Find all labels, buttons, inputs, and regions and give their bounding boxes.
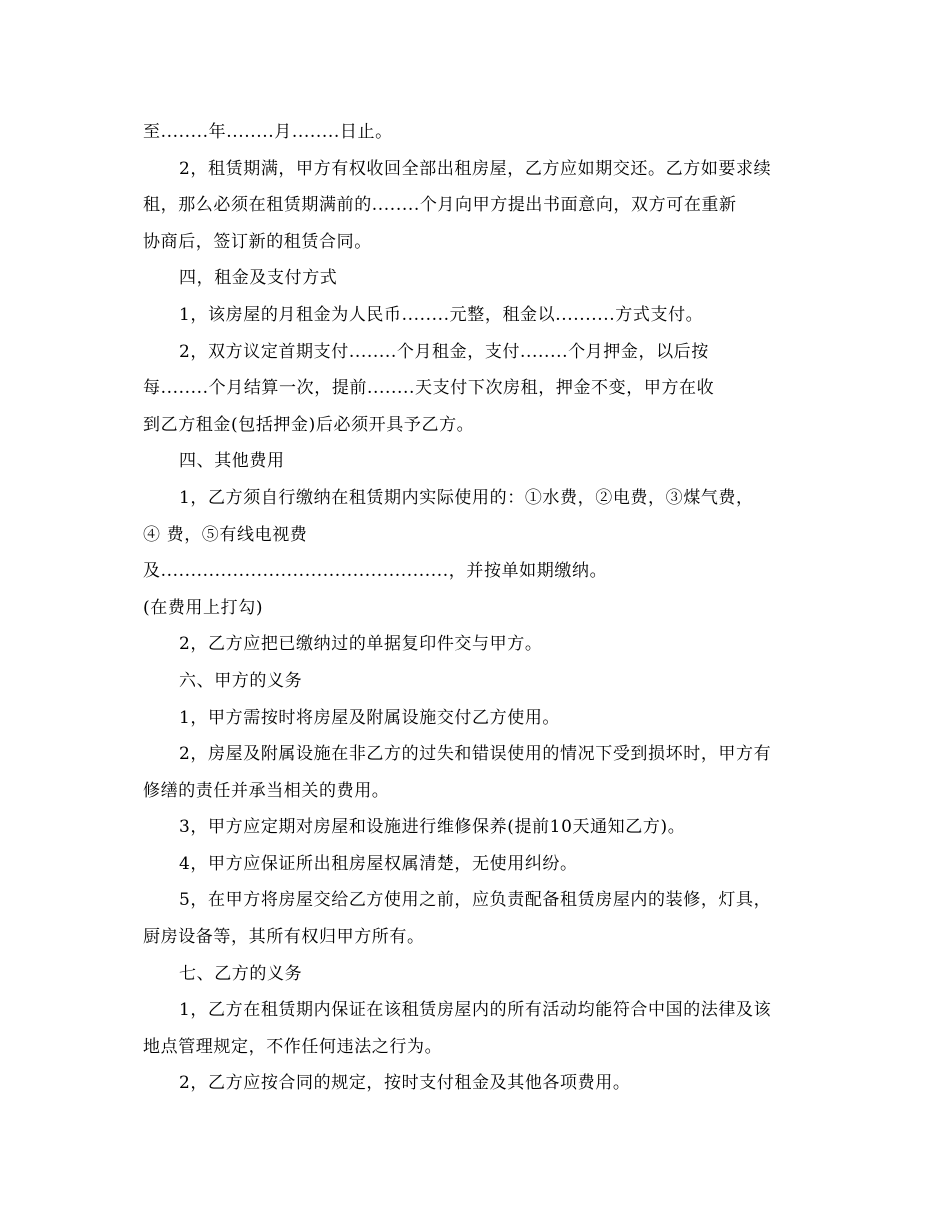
text-line: 4，甲方应保证所出租房屋权属清楚，无使用纠纷。 xyxy=(179,853,578,874)
text-line: 租，那么必须在租赁期满前的........个月向甲方提出书面意向，双方可在重新 xyxy=(143,195,737,216)
text-line: 1，乙方在租赁期内保证在该租赁房屋内的所有活动均能符合中国的法律及该 xyxy=(179,1000,772,1021)
text-line: 到乙方租金(包括押金)后必须开具予乙方。 xyxy=(143,414,475,435)
section-heading: 六、甲方的义务 xyxy=(179,670,303,691)
text-line: 3，甲方应定期对房屋和设施进行维修保养(提前10天通知乙方)。 xyxy=(179,817,686,838)
text-line: 地点管理规定，不作任何违法之行为。 xyxy=(143,1036,443,1057)
text-line: 修缮的责任并承当相关的费用。 xyxy=(143,780,390,801)
text-line: 协商后，签订新的租赁合同。 xyxy=(143,231,372,252)
text-line: 2，房屋及附属设施在非乙方的过失和错误使用的情况下受到损坏时，甲方有 xyxy=(179,744,772,765)
section-heading: 四、其他费用 xyxy=(179,451,285,472)
text-line: 1，乙方须自行缴纳在租赁期内实际使用的：①水费，②电费，③煤气费， xyxy=(179,487,754,508)
text-line: ④ 费，⑤有线电视费 xyxy=(143,524,308,545)
section-heading: 四，租金及支付方式 xyxy=(179,268,338,289)
text-line: (在费用上打勾) xyxy=(143,597,264,618)
text-line: 1，甲方需按时将房屋及附属设施交付乙方使用。 xyxy=(179,707,561,728)
text-line: 每........个月结算一次，提前........天支付下次房租，押金不变，甲方在收 xyxy=(143,378,715,399)
contract-body xyxy=(143,114,807,1102)
text-line: 及................................................，并按单如期缴纳。 xyxy=(143,561,608,582)
text-line: 2，乙方应把已缴纳过的单据复印件交与甲方。 xyxy=(179,634,543,655)
text-line: 至........年........月........日止。 xyxy=(143,122,393,142)
text-line: 2，乙方应按合同的规定，按时支付租金及其他各项费用。 xyxy=(179,1073,631,1094)
text-line: 5，在甲方将房屋交给乙方使用之前，应负责配备租赁房屋内的装修，灯具， xyxy=(179,890,772,911)
text-line: 2，租赁期满，甲方有权收回全部出租房屋，乙方应如期交还。乙方如要求续 xyxy=(179,158,772,179)
text-line: 1，该房屋的月租金为人民币........元整，租金以..........方式支付。 xyxy=(179,304,704,325)
text-line: 厨房设备等，其所有权归甲方所有。 xyxy=(143,927,425,948)
section-heading: 七、乙方的义务 xyxy=(179,963,303,984)
text-line: 2，双方议定首期支付........个月租金，支付........个月押金，以后按 xyxy=(179,341,709,362)
